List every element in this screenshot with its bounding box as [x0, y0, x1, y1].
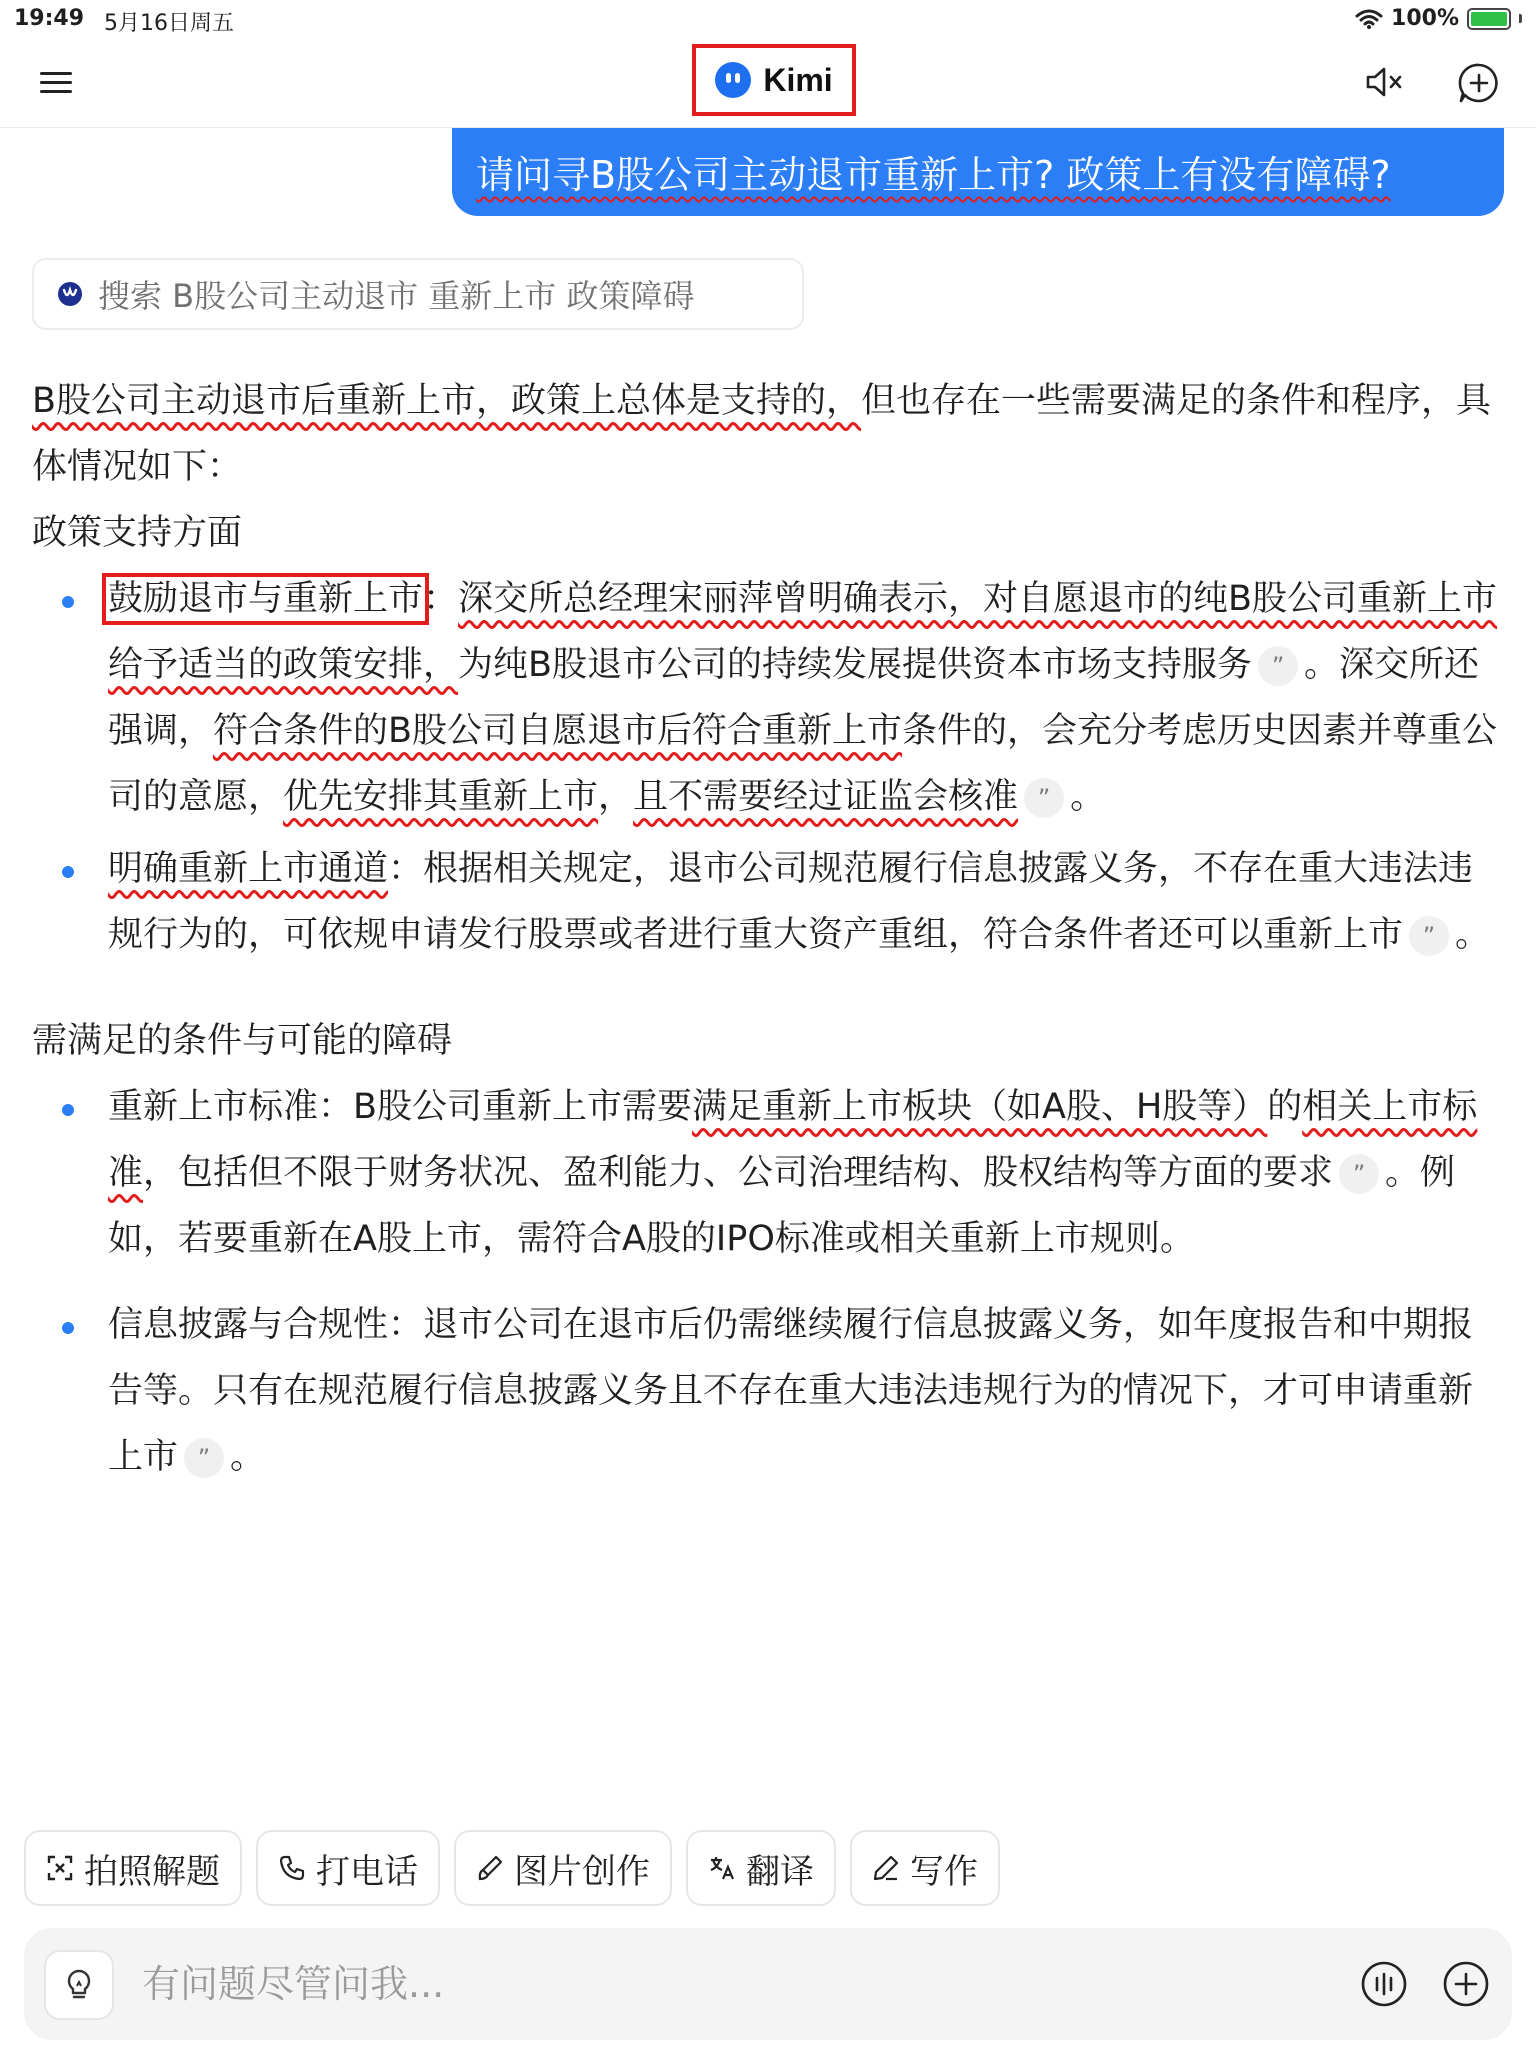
- translate-icon: [708, 1854, 736, 1882]
- status-date: 5月16日周五: [104, 11, 234, 36]
- citation-icon[interactable]: ”: [1024, 778, 1064, 818]
- list-item-encourage: 鼓励退市与重新上市：深交所总经理宋丽萍曾明确表示，对自愿退市的纯B股公司重新上市给予适当的政策安排，为纯B股退市公司的持续发展提供资本市场支持服务 ” 。深交所还强调，符合条件的B股公司自愿退市后符合重新上市条件的，会充分考虑历史因素并尊重公司的意愿，优先安排其重新上市，且不需要经过证监会核准 ” 。: [32, 566, 1504, 830]
- battery-fill: [1471, 12, 1507, 26]
- quick-action-phone-call[interactable]: 打电话: [256, 1830, 440, 1906]
- citation-icon[interactable]: ”: [1258, 646, 1298, 686]
- search-engine-icon: [56, 280, 84, 308]
- composer-bar: [24, 1928, 1512, 2040]
- lightbulb-glyph: [62, 1968, 96, 2002]
- user-message-text: 请问寻B股公司主动退市重新上市? 政策上有没有障碍?: [476, 153, 1391, 197]
- citation-icon[interactable]: ”: [1409, 916, 1449, 956]
- lightbulb-icon[interactable]: [44, 1950, 114, 2020]
- answer-intro: [32, 368, 1504, 500]
- intro-rest: 但也存在一些需要满足的条件和程序，具体情况如下：: [32, 381, 1492, 487]
- status-bar: [0, 0, 1536, 40]
- speaker-muted-icon[interactable]: [1362, 60, 1406, 104]
- pen-icon: [872, 1854, 900, 1882]
- quick-action-translate[interactable]: 翻译: [686, 1830, 836, 1906]
- battery-nub: [1519, 14, 1522, 23]
- user-message-bubble[interactable]: [452, 128, 1504, 216]
- battery-percent: 100%: [1391, 6, 1459, 31]
- assistant-answer: [32, 368, 1504, 1490]
- quick-action-writing[interactable]: 写作: [850, 1830, 1000, 1906]
- voice-wave-icon[interactable]: [1360, 1960, 1408, 2008]
- citation-icon[interactable]: ”: [184, 1438, 224, 1478]
- message-input[interactable]: [142, 1952, 1242, 2016]
- quick-action-image-creation[interactable]: 图片创作: [454, 1830, 672, 1906]
- quick-action-photo-solve[interactable]: 拍照解题: [24, 1830, 242, 1906]
- citation-icon[interactable]: ”: [1339, 1154, 1379, 1194]
- hamburger-menu-icon[interactable]: [40, 66, 74, 100]
- status-right: [1355, 6, 1522, 31]
- intro-underlined: B股公司主动退市后重新上市，政策上总体是支持的，: [32, 381, 862, 421]
- brush-icon: [476, 1854, 504, 1882]
- app-title-text: Kimi: [763, 61, 833, 98]
- new-chat-icon[interactable]: [1456, 60, 1502, 106]
- bullet-title-encourage: 鼓励退市与重新上市: [108, 579, 424, 619]
- list-item-disclosure: 信息披露与合规性：退市公司在退市后仍需继续履行信息披露义务，如年度报告和中期报告等。只有在规范履行信息披露义务且不存在重大违法违规行为的情况下，才可申请重新上市 ” 。: [32, 1292, 1504, 1490]
- quick-actions-row: [24, 1830, 1000, 1906]
- top-bar: [0, 40, 1536, 128]
- bullet-title-channel: 明确重新上市通道: [108, 849, 389, 889]
- app-title[interactable]: [692, 44, 856, 116]
- battery-icon: [1467, 8, 1511, 30]
- search-status-chip[interactable]: [32, 258, 804, 330]
- search-chip-text: 搜索 B股公司主动退市 重新上市 政策障碍: [98, 277, 695, 315]
- status-time: 19:49: [14, 6, 85, 31]
- section-title-policy-support: 政策支持方面: [32, 513, 243, 553]
- section-title-conditions: 需满足的条件与可能的障碍: [32, 1021, 453, 1061]
- list-item-listing-standard: 重新上市标准：B股公司重新上市需要满足重新上市板块（如A股、H股等）的相关上市标准，包括但不限于财务状况、盈利能力、公司治理结构、股权结构等方面的要求 ” 。例如，若要重新在A股上市，需符合A股的IPO标准或相关重新上市规则。: [32, 1074, 1504, 1272]
- wifi-icon: [1355, 8, 1383, 30]
- phone-icon: [278, 1854, 306, 1882]
- scan-camera-icon: [46, 1854, 74, 1882]
- kimi-logo-icon: [715, 62, 751, 98]
- plus-circle-icon[interactable]: [1442, 1960, 1490, 2008]
- list-item-relisting-channel: 明确重新上市通道：根据相关规定，退市公司规范履行信息披露义务，不存在重大违法违规行为的，可依规申请发行股票或者进行重大资产重组，符合条件者还可以重新上市 ” 。: [32, 836, 1504, 968]
